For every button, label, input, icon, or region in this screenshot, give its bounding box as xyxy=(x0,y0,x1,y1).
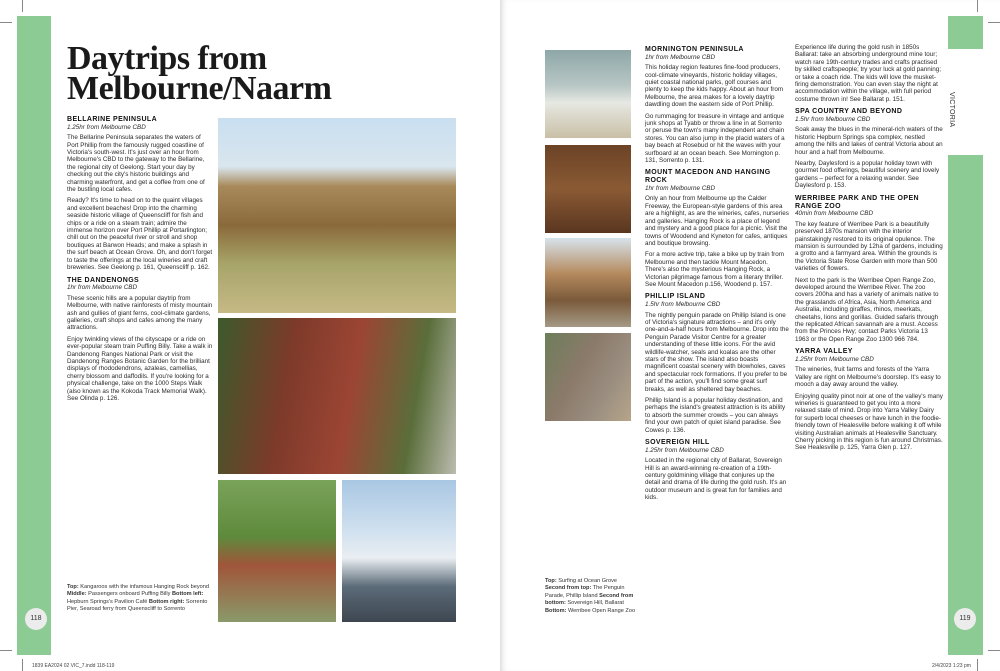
paragraph: The key feature of Werribee Park is a beautifully preserved 1870s mansion with the interior painstakingly restored to its original opulence. The mansion is surrounded by 12ha of gardens, including a grotto and a farmyard area. Within the grounds is the Victoria State Rose Garden with more than 500 varieties of flowers. xyxy=(795,220,943,273)
photo-puffing-billy xyxy=(218,318,456,474)
paragraph: Nearby, Daylesford is a popular holiday town with gourmet food offerings, beautiful scenery and lovely gardens – perfect for a relaxing wander. See Daylesford p. 153. xyxy=(795,160,940,190)
caption-text: Sovereign Hill, Ballarat xyxy=(567,600,624,607)
photo-caption xyxy=(67,584,215,614)
green-side-bar xyxy=(17,16,51,655)
crop-mark xyxy=(977,0,978,12)
paragraph: The nightly penguin parade on Phillip Island is one of Victoria's signature attractions – and it's only one-and-a-half hours from Melbourne. Drop into the Penguin Parade Visitor Centre for a greater understanding of these little icons. For the avid wildlife-watcher, seals and koalas are the other stars of the show. The island also boasts magnificent coastal scenery with blowholes, caves and spectacular rock formations. If you prefer to be part of the action, you'll find some great surf breaks, as well as sheltered bay beaches. xyxy=(645,311,789,393)
caption-text: Hepburn Springs's Pavilion Café xyxy=(67,598,148,605)
travel-time: 1.25hr from Melbourne CBD xyxy=(67,123,146,131)
travel-time: 1hr from Melbourne CBD xyxy=(67,284,137,292)
paragraph: This holiday region features fine-food producers, cool-climate vineyards, historic holiday villages, quiet coastal national parks, golf courses and plenty to keep the kids happy. About an hour from Melbourne, the area makes for a lovely daytrip dawdling down the eastern side of Port Phillip. xyxy=(645,64,784,109)
caption-label: Top: xyxy=(67,584,79,590)
section-spa-country xyxy=(795,108,943,189)
section-dandenongs xyxy=(67,277,213,403)
caption-label: Middle: xyxy=(67,591,87,598)
caption-label: Second from top: xyxy=(545,585,592,592)
caption-label: Second from bottom: xyxy=(545,592,634,607)
travel-time: 1.5hr from Melbourne CBD xyxy=(795,116,871,124)
crop-mark xyxy=(988,22,1000,23)
paragraph: Phillip Island is a popular holiday destination, and perhaps the island's greatest attraction is its ability to absorb the summer crowds – you can always find your own patch of quiet island paradise. See Cowes p. 136. xyxy=(645,397,786,434)
file-slug-date: 2/4/2023 1:23 pm xyxy=(932,663,971,669)
section-heading: SPA COUNTRY AND BEYOND xyxy=(795,108,903,116)
text-column xyxy=(67,116,213,406)
section-heading: MOUNT MACEDON AND HANGING ROCK xyxy=(645,169,771,185)
crop-mark xyxy=(988,650,1000,651)
crop-mark xyxy=(0,22,12,23)
travel-time: 1hr from Melbourne CBD xyxy=(645,53,715,61)
paragraph: Experience life during the gold rush in 1850s Ballarat: take an absorbing underground mine tour; watch rare 19th-century trades and crafts practised by skilled craftspeople; try your luck at gold panning; or take a coach ride. The kids will love the musket-firing demonstration. You can even stay the night at accommodation within the village, with full period costume thrown in! See Ballarat p. 151. xyxy=(795,44,941,103)
section-heading: THE DANDENONGS xyxy=(67,276,140,284)
caption-text: Passengers onboard Puffing Billy xyxy=(88,591,171,598)
section-heading: WERRIBEE PARK AND THE OPEN RANGE ZOO xyxy=(795,194,919,210)
photo-sorrento-pier xyxy=(342,480,456,622)
text-column xyxy=(645,46,789,506)
section-werribee xyxy=(795,195,943,344)
paragraph: Next to the park is the Werribee Open Range Zoo, developed around the Werribee River. The zoo covers 200ha and has a variety of animals native to the grasslands of Africa, Asia, North America and Australia, including giraffes, rhinos, meerkats, cheetahs, lions and gorillas. Guided safaris through the replicated African savannah are a must. Access from the Princes Hwy; contact Parks Victoria 13 1963 or the Open Range Zoo 1300 966 784. xyxy=(795,276,939,343)
paragraph: These scenic hills are a popular daytrip from Melbourne, with native rainforests of misty mountain ash and gullies of giant ferns, cool-climate gardens, galleries, craft shops and cafes among the many attractions. xyxy=(67,294,213,332)
section-yarra-valley xyxy=(795,348,943,452)
caption-text: Surfing at Ocean Grove xyxy=(558,578,618,584)
section-phillip-island xyxy=(645,293,789,434)
section-tab-label: VICTORIA xyxy=(948,92,955,128)
travel-time: 1.25hr from Melbourne CBD xyxy=(645,446,724,454)
travel-time: 1.5hr from Melbourne CBD xyxy=(645,301,721,309)
travel-time: 1.25hr from Melbourne CBD xyxy=(795,356,874,363)
title-line: Melbourne/Naarm xyxy=(67,70,332,107)
section-heading: YARRA VALLEY xyxy=(795,348,853,356)
section-sovereign-hill xyxy=(645,439,789,502)
photo-pavilion-cafe xyxy=(218,480,336,622)
paragraph: Enjoy twinkling views of the cityscape or a ride on ever-popular steam train Puffing Billy. Take a walk in Dandenong Ranges National Park or visit the Dandenong Ranges Botanic Garden for the brilliant displays of rhododendrons, azaleas, camellias, cherry blossom and daffodils. If you're looking for a physical challenge, take on the 1000 Steps Walk (also known as the Kokoda Track Memorial Walk). See Olinda p. 126. xyxy=(67,335,213,402)
crop-mark xyxy=(22,659,23,671)
paragraph: Located in the regional city of Ballarat, Sovereign Hill is an award-winning re-creation of a 19th-century goldmining village that conjures up the detail and drama of life during the gold rush. It's an outdoor museum and is great fun for families and kids. xyxy=(645,457,787,502)
title-line: Daytrips from xyxy=(67,40,267,77)
photo-caption xyxy=(545,578,637,615)
travel-time: 40min from Melbourne CBD xyxy=(795,210,874,218)
section-heading: SOVEREIGN HILL xyxy=(645,439,710,447)
page-title xyxy=(67,40,332,107)
photo-sovereign-hill xyxy=(545,238,631,327)
caption-text: Kangaroos with the infamous Hanging Rock beyond xyxy=(80,584,210,590)
section-macedon xyxy=(645,169,789,288)
crop-mark xyxy=(0,650,12,651)
section-heading: PHILLIP ISLAND xyxy=(645,293,706,301)
caption-label: Bottom left: xyxy=(172,591,204,598)
paragraph: The wineries, fruit farms and forests of the Yarra Valley are right on Melbourne's doorstep. It's easy to mooch a day away around the valley. xyxy=(795,366,941,389)
paragraph: Ready? It's time to head on to the quaint villages and excellent beaches! Drop into the charming seaside historic village of Queenscliff for fish and chips or a ride on a steam train; admire the immense horizon over Port Phillip at Portarlington; chill out on the peaceful river or stroll and shop boutiques at Barwon Heads; and make a splash in the surf beach at Ocean Grove. Oh, and don't forget to taste the offerings at the local wineries and craft breweries. See Geelong p. 161, Queenscliff p. 162. xyxy=(67,197,213,272)
paragraph: Only an hour from Melbourne up the Calder Freeway, the European-style gardens of this area are a highlight, as are the wineries, cafes, nurseries and galleries. Hanging Rock is a place of legend and mystery and a good place for a picnic. Visit the towns of Woodend and Kyneton for cafes, antiques and boutique browsing. xyxy=(645,195,789,247)
page-number: 118 xyxy=(25,608,47,630)
crop-mark xyxy=(977,659,978,671)
text-column xyxy=(795,44,943,456)
green-side-bar xyxy=(948,16,983,49)
travel-time: 1hr from Melbourne CBD xyxy=(645,185,715,193)
caption-label: Top: xyxy=(545,578,557,584)
crop-mark xyxy=(22,0,23,12)
paragraph: The Bellarine Peninsula separates the waters of Port Phillip from the famously rugged coastline of Victoria's south-west. It's just over an hour from Melbourne's CBD to the gateway to the Bellarine, the regional city of Geelong. Start your day by checking out the city's historic buildings and charming waterfront, and get a coffee from one of the bustling local cafes. xyxy=(67,134,205,194)
paragraph: Enjoying quality pinot noir at one of the valley's many wineries is guaranteed to get you into a more relaxed state of mind. Drop into Yarra Valley Dairy for superb local cheeses or have lunch in the foodie-friendly town of Healesville before walking it off while visiting Australian animals at Healesville Sanctuary. Cherry picking in this region is fun around Christmas. See Healesville p. 125, Yarra Glen p. 127. xyxy=(795,392,943,452)
page-number: 119 xyxy=(954,608,976,630)
green-side-bar xyxy=(948,155,983,655)
caption-label: Bottom: xyxy=(545,607,567,614)
section-heading: BELLARINE PENINSULA xyxy=(67,116,158,123)
caption-label: Bottom right: xyxy=(148,598,185,605)
caption-text: Sorrento Pier, Searoad ferry from Queenscliff to Sorrento xyxy=(67,598,208,613)
section-heading: MORNINGTON PENINSULA xyxy=(645,46,744,53)
caption-text: Werribee Open Range Zoo xyxy=(568,607,636,614)
photo-werribee-zoo-rhino xyxy=(545,333,631,421)
caption-text: The Penguin Parade, Phillip Island xyxy=(545,585,625,599)
paragraph: Soak away the blues in the mineral-rich waters of the historic Hepburn Springs spa complex, nestled among the hills and lakes of central Victoria about an hour and a half from Melbourne. xyxy=(795,126,943,156)
paragraph: Go rummaging for treasure in vintage and antique junk shops at Tyabb or throw a line in at Sorrento or peruse the town's many independent and chain stores. You can also jump in the placid waters of a bay beach at Rosebud or hit the waves with your surfboard at an ocean beach. See Mornington p. 131, Sorrento p. 131. xyxy=(645,112,785,165)
section-bellarine xyxy=(67,116,213,272)
photo-surfing-ocean-grove xyxy=(545,50,631,138)
photo-kangaroos-hanging-rock xyxy=(218,118,456,313)
paragraph: For a more active trip, take a bike up by train from Melbourne and then tackle Mount Macedon. There's also the mysterious Hanging Rock, a Victorian pilgrimage famous from a literary thriller. See Mount Macedon p.156, Woodend p. 157. xyxy=(645,251,784,288)
file-slug: 1839 EA2024 02 VIC_7.indd 118-119 xyxy=(32,663,115,669)
photo-penguin-parade xyxy=(545,145,631,233)
section-mornington xyxy=(645,46,789,164)
